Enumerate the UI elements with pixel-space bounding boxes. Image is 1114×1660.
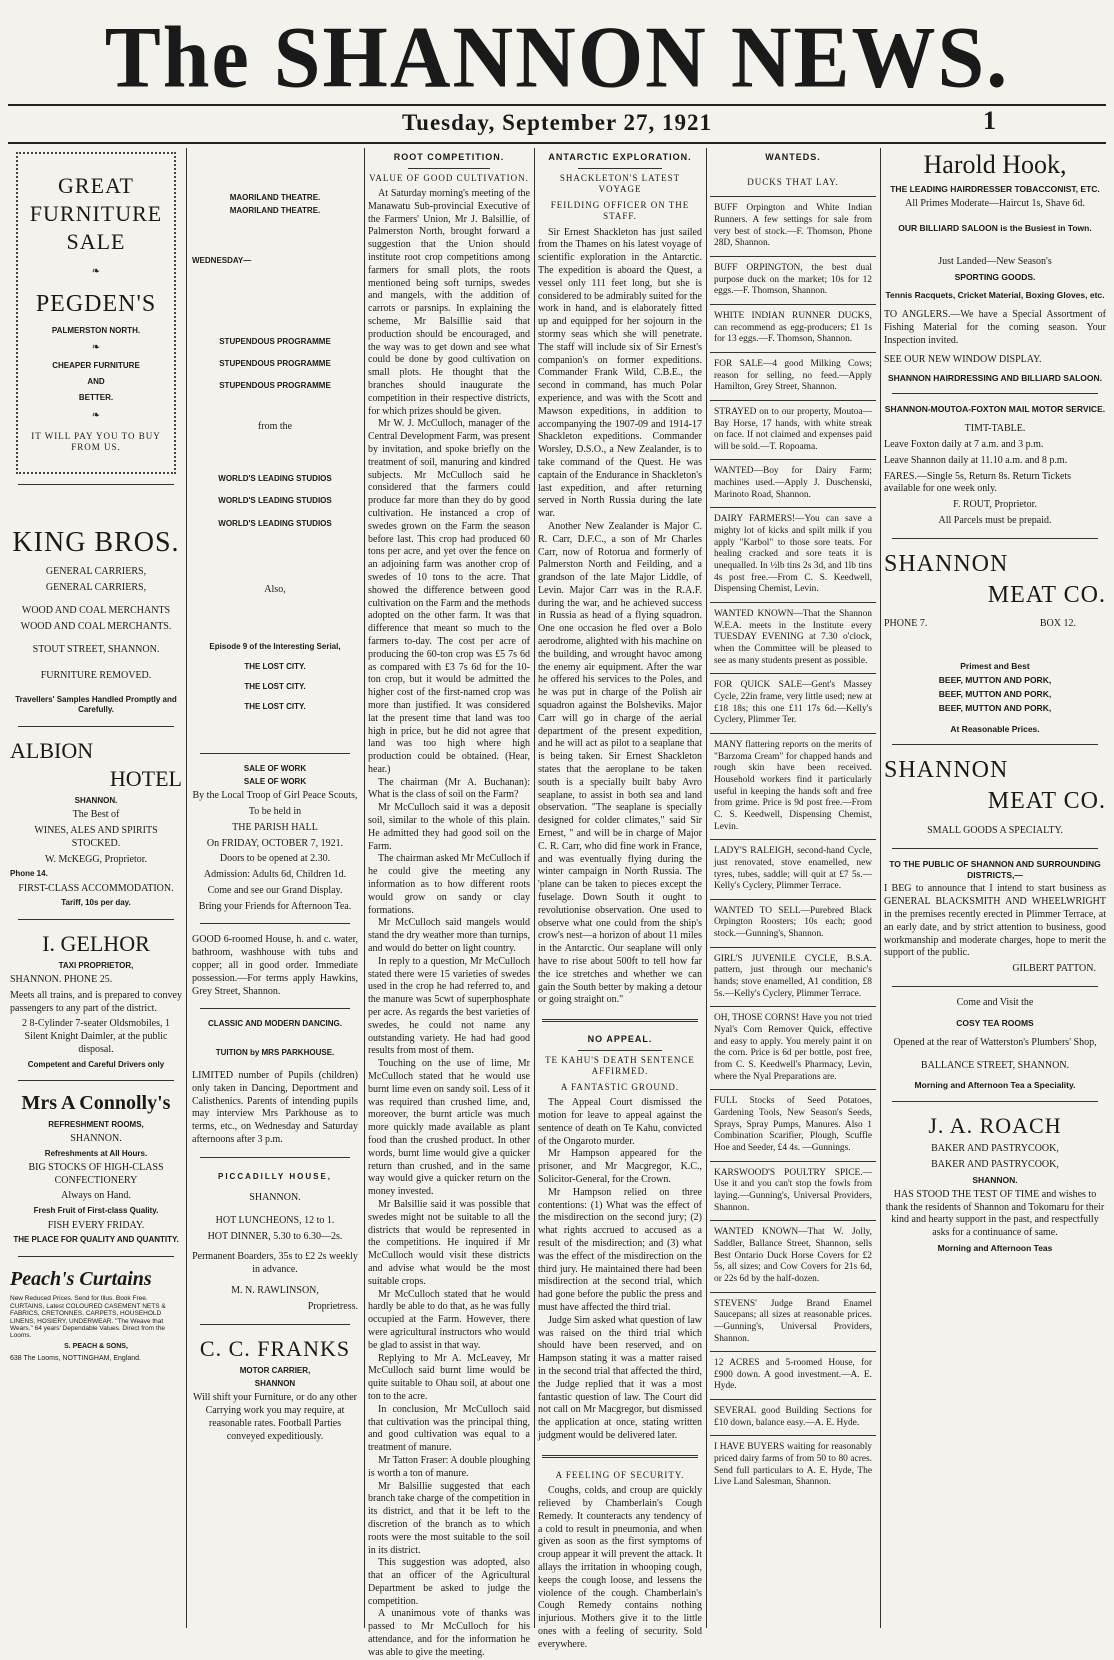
ad-line: STUPENDOUS PROGRAMME — [219, 358, 331, 368]
ad-line: Opened at the rear of Watterston's Plumbers' Shop, — [893, 1036, 1097, 1048]
ad-line: REFRESHMENT ROOMS, — [48, 1119, 144, 1129]
ad-line: FURNITURE — [29, 201, 163, 227]
article-paragraph: In conclusion, Mr McCulloch said that cultivation was the principal thing, and good cultivation was equal to a treatment of manure. — [368, 1403, 530, 1454]
column-2 — [192, 148, 358, 1628]
ad-line: WINES, ALES AND SPIRITS STOCKED. — [34, 824, 158, 849]
ad-line: SHANNON — [254, 1378, 296, 1388]
newspaper-title: The SHANNON NEWS. — [104, 8, 1010, 107]
ornament-icon: ❧ — [91, 409, 101, 421]
ad-line: CHEAPER FURNITURE — [52, 361, 140, 371]
ad-line: SHANNON. — [972, 1174, 1018, 1185]
ad-line: TAXI PROPRIETOR, — [58, 960, 134, 970]
article-paragraph: Mr Balsillie said it was possible that swedes might not be suitable to all the districts that would be represented in the competitions. He inquired if Mr McCulloch would visit these districts and advise what would be the most suitable crops. — [368, 1198, 530, 1287]
ad-line: THE LOST CITY. — [244, 661, 306, 671]
article-subheading: TE KAHU'S DEATH SENTENCE AFFIRMED. — [545, 1054, 695, 1077]
article-headline: ANTARCTIC EXPLORATION. — [548, 152, 692, 162]
ad-line: WORLD'S LEADING STUDIOS — [218, 496, 332, 506]
article-paragraph: Touching on the use of lime, Mr McCulloch stated that he would use burnt lime even on sandy soil. Less of it was required than crushed lime, and, moreover, the burnt article was much more quickly made available as plant food than the crushed product. In other words, burnt lime would give a quicker return than crushed, and in the same way would give a quicker return on the money invested. — [368, 1058, 530, 1198]
ad-line: PALMERSTON NORTH. — [51, 325, 141, 335]
classified-ad: OH, THOSE CORNS! Have you not tried Nyal's Corn Remover Quick, effective and easy to apply. You merely paint it on the corn. Price is 6d per bottle, post free, from C. S. Keedwell's Pharmacy, Levin, where the Nyal Preparations are. — [710, 1006, 876, 1089]
classified-ad: LADY'S RALEIGH, second-hand Cycle, just renovated, stove enamelled, new tyres, tubes, saddle; will quit at £7 5s.—Kelly's Cyclery, Plimmer Terrace. — [710, 839, 876, 899]
ad-line: Just Landed—New Season's — [938, 255, 1052, 267]
article-paragraph: A unanimous vote of thanks was passed to Mr McCulloch for his attendance, and for the information he was able to give the meeting. — [368, 1608, 530, 1658]
article-paragraph: Coughs, colds, and croup are quickly relieved by Chamberlain's Cough Remedy. It counteracts any tendency of a cold to result in pneumonia, and when given as soon as the first symptoms of croup appear it will prevent the attack. It allays the irritation in whooping cough, keeps the cough loose, and lessens the violence of the cough. Chamberlain's Cough Remedy contains nothing injurious. Mothers give it to the little ones with a feeling of security. Sold everywhere. — [538, 1485, 702, 1650]
piccadilly-ad — [192, 1172, 358, 1314]
ad-line: Proprietress. — [307, 1300, 358, 1312]
ad-line: Permanent Boarders, 35s to £2 2s weekly in advance. — [192, 1251, 358, 1276]
ad-line: THE LOST CITY. — [244, 682, 306, 692]
king-bros-ad — [10, 525, 182, 716]
ad-line: FIRST-CLASS ACCOMMODATION. — [18, 882, 174, 894]
ad-line: LIMITED number of Pupils (children) only taken in Dancing, Deportment and Calisthenics. Parents of intending pupils may interview Mrs Parkhouse as to terms, etc., on Wednesday and Saturday afternoons after 3 p.m. — [192, 1069, 358, 1145]
ad-line: Always on Hand. — [61, 1190, 131, 1202]
article-body — [538, 1485, 702, 1651]
ad-line: PHONE 7. — [884, 618, 928, 630]
ad-line: STOUT STREET, SHANNON. — [32, 643, 160, 655]
classified-ad: WANTED TO SELL—Purebred Black Orpington Roosters; 10s each; good stock.—Gunning's, Shannon. — [710, 899, 876, 947]
classified-ad: BUFF Orpington and White Indian Runners. A few settings for sale from very best of stock.—F. Thomson, Phone 28D, Shannon. — [710, 196, 876, 256]
ad-line: TIMT-TABLE. — [964, 423, 1026, 435]
ad-title: MEAT CO. — [987, 788, 1106, 815]
article-paragraph: The chairman (Mr A. Buchanan): What is the class of soil on the Farm? — [368, 776, 530, 801]
divider — [200, 1324, 350, 1325]
ad-line: BETTER. — [78, 393, 114, 403]
classified-ad: GIRL'S JUVENILE CYCLE, B.S.A. pattern, just through our mechanic's hands; stove enamelled, A1 condition, £8 5s.—Kelly's Cyclery, Plimmer Terrace. — [710, 947, 876, 1007]
ad-title: MEAT CO. — [987, 581, 1106, 608]
pegden-ad — [16, 152, 176, 474]
column-1 — [10, 148, 182, 1628]
classified-ad: STRAYED on to our property, Moutoa—Bay Horse, 17 hands, with white streak on face. If not claimed and expenses paid will be sold.—T. Ropoama. — [710, 400, 876, 460]
divider — [892, 538, 1098, 539]
divider — [542, 1019, 698, 1022]
divider — [892, 986, 1098, 987]
ad-line: S. PEACH & SONS, — [64, 1342, 128, 1350]
article-paragraph: Mr Hampson appeared for the prisoner, and Mr Macgregor, K.C., Solicitor-General, for the Crown. — [538, 1148, 702, 1186]
ad-line: WOOD AND COAL MERCHANTS. — [20, 620, 172, 632]
ad-line: Primest and Best — [960, 661, 1030, 672]
ad-title: Mrs A Connolly's — [21, 1092, 171, 1115]
dateline-rule — [8, 142, 1106, 144]
column-6 — [884, 148, 1106, 1628]
ad-title: Harold Hook, — [923, 150, 1067, 179]
article-subheading: A FANTASTIC GROUND. — [560, 1081, 680, 1092]
ad-line: BALLANCE STREET, SHANNON. — [920, 1059, 1070, 1071]
divider — [200, 923, 350, 924]
mail-service-ad — [884, 404, 1106, 527]
classified-ad: DAIRY FARMERS!—You can save a mighty lot of kicks and spilt milk if you apply "Karbol" to those sore teats. For healing cracked and sore teats it is unequalled. In ½lb tins 2s 3d, and 1lb tins 4s post free.—From C. S. Keedwell, Dispensing Chemist, Levin. — [710, 507, 876, 602]
ad-line: Travellers' Samples Handled Promptly and Carefully. — [15, 695, 177, 715]
article-paragraph: Mr McCulloch said mangels would stand the dry weather more than turnips, and would do better on light country. — [368, 917, 530, 955]
ad-line: MAORILAND THEATRE. — [229, 193, 321, 202]
masthead — [0, 8, 1114, 108]
classified-ad: FOR QUICK SALE—Gent's Massey Cycle, 22in frame, very little used; new at £18 18s; this one £11 17s 6d.—Kelly's Cyclery, Plimmer Ter. — [710, 673, 876, 733]
article-body — [368, 188, 530, 1660]
ad-line: COSY TEA ROOMS — [956, 1017, 1034, 1028]
divider — [18, 1080, 174, 1081]
article-paragraph: Mr McCulloch stated that he would hardly be able to do that, as he was fully occupied at the Farm. However, there were agricultural instructors who would be glad to assist in that way. — [368, 1288, 530, 1351]
ad-line: STUPENDOUS PROGRAMME — [219, 381, 331, 391]
ad-line: AND — [87, 377, 105, 387]
ad-line: MAORILAND THEATRE. — [229, 206, 321, 216]
franks-ad — [192, 1335, 358, 1444]
article-paragraph: Another New Zealander is Major C. R. Carr, D.F.C., a son of Mr Charles Carr, now of Rotorua and formerly of Palmerston North and Feilding, and a grandson of the late Major Liddle, of Levin. Major Carr was in the R.A.F. during the war, and he achieved success in Russia as head of a flying squadron. One one occasion he fled over a Bolo aerodrome, alighted with his machine on the building, and wrought havoc among the enemy air equipment. After the war he offered his services to the Poles, and he was put in charge of the Polish air squadron against the Bolsheviks. Major Carr will go in charge of the aerial department of the present expedition, and he will act as pilot to a seaplane that is being taken. Sir Ernest Shackleton states that the aeroplane to be taken south is a specially built baby Avro seaplane, to assist in both sea and land observation. "The seaplane is specially designed for colder climates," said Sir Ernest, " and will be in charge of Major C. R. Carr, who did fine work in France, and was eventually flying during the winter campaign in North Russia. The 'plane can be taken to pieces except the fuselage. Down South it ought to revolutionise observation. One used to observe what one could from the ship's crow's nest—a horizon of about 11 miles in the Antarctic. Our seaplane will only have to rise about 500ft to tell how far the ice stretches and whether we can gain the South better by making a detour or going straight on." — [538, 520, 702, 1006]
article-paragraph: Mr Balsillie suggested that each branch take charge of the competition in its district, and that it be left to the discretion of the branch as to which roots were the most suitable to the soil in its district. — [368, 1480, 530, 1556]
ad-line: SALE OF WORK — [243, 763, 307, 773]
divider — [18, 726, 174, 727]
classified-ad: WANTED KNOWN—That W. Jolly, Saddler, Ballance Street, Shannon, sells Best Ontario Duck Horse Covers for £2 5s, all sizes; and Cow Covers for 21s 6d, or 22s 6d by the half-dozen. — [710, 1220, 876, 1291]
ad-line: Also, — [264, 583, 286, 595]
column-5 — [710, 148, 876, 1628]
harold-hook-ad — [884, 148, 1106, 383]
ad-line: SHANNON. — [74, 795, 118, 805]
article-paragraph: The Appeal Court dismissed the motion for leave to appeal against the sentence of death on Te Kahu, convicted of the Ongaroto murder. — [538, 1097, 702, 1147]
meat-co-ad-2 — [884, 755, 1106, 837]
article-paragraph: This suggestion was adopted, also that an officer of the Agricultural Department be asked to judge the competition. — [368, 1557, 530, 1607]
column-4 — [538, 148, 702, 1650]
page-number: 1 — [983, 106, 996, 135]
ad-line: HOT DINNER, 5.30 to 6.30—2s. — [207, 1230, 343, 1242]
ad-line: WORLD'S LEADING STUDIOS — [218, 518, 332, 528]
column-rule — [880, 148, 881, 1628]
classified-ad: SEVERAL good Building Sections for £10 down, balance easy.—A. E. Hyde. — [710, 1399, 876, 1435]
ad-line: WOOD AND COAL MERCHANTS — [21, 604, 171, 616]
article-headline: ROOT COMPETITION. — [393, 152, 505, 162]
ad-line: WORLD'S LEADING STUDIOS — [218, 474, 332, 484]
ad-line: Come and Visit the — [956, 997, 1034, 1009]
ad-line: BAKER AND PASTRYCOOK, — [931, 1159, 1059, 1171]
ad-line: Tennis Racquets, Cricket Material, Boxing Gloves, etc. — [885, 290, 1105, 301]
classified-ad: I HAVE BUYERS waiting for reasonably priced dairy farms of from 50 to 80 acres. Send full particulars to A. E. Hyde, The Live Land Salesman, Shannon. — [710, 1435, 876, 1495]
ad-line: BAKER AND PASTRYCOOK, — [931, 1143, 1059, 1155]
divider — [18, 1256, 174, 1257]
article-paragraph: Mr Tatton Fraser: A double ploughing is worth a ton of manure. — [368, 1454, 530, 1479]
ad-title: PEGDEN'S — [35, 291, 157, 318]
masthead-rule — [8, 104, 1106, 106]
section-headline: WANTEDS. — [765, 152, 821, 162]
ad-line: F. ROUT, Proprietor. — [953, 499, 1037, 511]
ad-line: MOTOR CARRIER, — [239, 1365, 311, 1375]
ad-line: GENERAL CARRIERS, — [45, 566, 147, 578]
ad-line: THE LEADING HAIRDRESSER TOBACCONIST, ETC. — [890, 184, 1100, 195]
ad-title: SHANNON — [884, 757, 1009, 784]
ad-line: To be held in — [248, 805, 302, 817]
ad-title: ALBION — [10, 737, 94, 763]
ad-line: WEDNESDAY— — [192, 256, 252, 266]
ad-title: Peach's Curtains — [10, 1267, 152, 1290]
column-rule — [706, 148, 707, 1628]
divider — [892, 744, 1098, 745]
ad-line: By the Local Troop of Girl Peace Scouts, — [192, 790, 358, 802]
ad-line: HAS STOOD THE TEST OF TIME and wishes to thank the residents of Shannon and Tokomaru for their kind and hearty support in the past, and respectfully asks for a continuance of same. — [885, 1188, 1105, 1239]
ad-line: M. N. RAWLINSON, — [231, 1284, 319, 1296]
ad-line: The Best of — [72, 809, 120, 821]
section-subheading: DUCKS THAT LAY. — [747, 177, 839, 188]
ad-line: On FRIDAY, OCTOBER 7, 1921. — [206, 837, 344, 849]
divider — [18, 484, 174, 485]
ad-title: C. C. FRANKS — [199, 1335, 351, 1361]
meat-co-ad-1 — [884, 549, 1106, 735]
ornament-icon: ❧ — [91, 342, 101, 354]
ad-line: SPORTING GOODS. — [954, 271, 1036, 282]
divider — [408, 168, 490, 169]
article-body — [538, 227, 702, 1008]
ad-line: All Parcels must be prepaid. — [938, 515, 1052, 527]
article-paragraph: The chairman asked Mr McCulloch if he could give the meeting any information as to how different roots would grow on sandy or clay formations. — [368, 853, 530, 916]
divider — [18, 919, 174, 920]
ad-line: Refreshments at All Hours. — [44, 1148, 148, 1158]
ad-line: BEEF, MUTTON AND PORK, — [938, 702, 1052, 713]
classified-ad: 12 ACRES and 5-roomed House, for £900 down. A good investment.—A. E. Hyde. — [710, 1351, 876, 1399]
ad-line: BEEF, MUTTON AND PORK, — [938, 674, 1052, 685]
divider — [200, 1008, 350, 1009]
divider — [892, 1101, 1098, 1102]
classified-ad: MANY flattering reports on the merits of "Barzoma Cream" for chapped hands and rough skin have been received. Household workers find it particularly useful in keeping the hands soft and free from grime. Price is 9d post free.—From C. S. Keedwell, Dispensing Chemist, Levin. — [710, 733, 876, 839]
ad-line: CLASSIC AND MODERN DANCING. — [208, 1019, 342, 1029]
article-body — [538, 1097, 702, 1443]
ad-line: Competent and Careful Drivers only — [27, 1059, 165, 1069]
theatre-ad — [192, 193, 358, 713]
gelhor-taxi-ad — [10, 930, 182, 1070]
ad-line: GENERAL CARRIERS, — [45, 582, 147, 594]
article-paragraph: Judge Sim asked what question of law was raised on the third trial which should have been reserved, and on Hampson stating it was a matter raised in the second trial that affected the third, the Judge replied that it was a most fantastic question of law. The Court did not call on Mr Macgregor, but dismissed the application at once, stating written judgment would be delivered later. — [538, 1314, 702, 1441]
divider — [578, 1050, 662, 1051]
ad-line: THE LOST CITY. — [244, 702, 306, 712]
ad-title: KING BROS. — [12, 526, 180, 558]
albion-hotel-ad — [10, 737, 182, 909]
article-headline: NO APPEAL. — [587, 1034, 653, 1045]
ad-line: SHANNON. — [70, 1132, 122, 1144]
ad-line: 638 The Looms, NOTTINGHAM, England. — [10, 1354, 141, 1362]
ad-line: SALE OF WORK — [243, 776, 307, 786]
divider — [892, 848, 1098, 849]
ad-line: from the — [257, 421, 293, 433]
connolly-ad — [10, 1091, 182, 1246]
ad-line: Morning and Afternoon Teas — [937, 1243, 1053, 1253]
classified-ad: WANTED—Boy for Dairy Farm; machines used.—Apply J. Duschenski, Marinoto Road, Shannon. — [710, 459, 876, 507]
ad-line: SMALL GOODS A SPECIALTY. — [927, 824, 1063, 836]
ad-title: J. A. ROACH — [928, 1113, 1062, 1139]
ad-line: Bring your Friends for Afternoon Tea. — [198, 900, 352, 912]
article-paragraph: At Saturday morning's meeting of the Manawatu Sub-provincial Executive of the Farmers' Union, Mr J. Balsillie, of Palmerston North, brought forward a suggestion that the Union should institute root crop competitions among farmers for small plots, the roots mentioned being soft turnips, swedes and mangels, with the addition of carrots or parsnips. In explaining the scheme, Mr Balsillie said that production should be encouraged, and the way was to get down and see what could be done by good cultivation on small plots. He thought that the branches should inaugurate the competition in their respective districts, for which prizes should be given. — [368, 188, 530, 417]
ad-line: SALE — [66, 229, 126, 255]
divider — [542, 1455, 698, 1458]
classified-ad: FOR SALE—4 good Milking Cows; reason for selling, no feed.—Apply Hamilton, Grey Street, Shannon. — [710, 352, 876, 400]
ad-line: THE PLACE FOR QUALITY AND QUANTITY. — [13, 1235, 179, 1245]
divider — [578, 168, 662, 169]
peach-curtains-ad — [10, 1267, 182, 1364]
ad-line: TO ANGLERS.—We have a Special Assortment of Fishing Material for the coming season. Your Inspection invited. — [884, 309, 1106, 346]
article-subheading: FEILDING OFFICER ON THE STAFF. — [550, 199, 690, 222]
ad-line: GILBERT PATTON. — [1012, 963, 1096, 975]
dateline: Tuesday, September 27, 1921 — [401, 110, 713, 135]
ad-line: PICCADILLY HOUSE, — [217, 1171, 332, 1181]
ad-title: SHANNON — [884, 550, 1009, 577]
ad-line: At Reasonable Prices. — [950, 723, 1040, 734]
classified-list — [710, 196, 876, 1495]
ad-line: Doors to be opened at 2.30. — [219, 853, 331, 865]
column-rule — [364, 148, 365, 1628]
ad-line: SHANNON HAIRDRESSING AND BILLIARD SALOON. — [887, 372, 1103, 383]
divider — [200, 1157, 350, 1158]
article-paragraph: Mr McCulloch said it was a deposit soil, similar to the whole of this plain. He admitted they had good soil on the Farm. — [368, 802, 530, 852]
classified-ad: KARSWOOD'S POULTRY SPICE.—Use it and you can't stop the fowls from laying.—Gunning's, Universal Providers, Shannon. — [710, 1161, 876, 1221]
column-rule — [534, 148, 535, 1628]
article-paragraph: Replying to Mr A. McLeavey, Mr McCulloch said burnt lime would be quite suitable to Ohau soil, at about one ton to the acre. — [368, 1352, 530, 1402]
article-subheading: VALUE OF GOOD CULTIVATION. — [369, 172, 529, 183]
ad-line: Leave Shannon daily at 11.10 a.m. and 8 p.m. — [884, 454, 1068, 466]
ad-line: 2 8-Cylinder 7-seater Oldsmobiles, 1 Silent Knight Daimler, at the public disposal. — [21, 1018, 171, 1055]
ad-line: I BEG to announce that I intend to start business as GENERAL BLACKSMITH AND WHEELWRIGHT in the premises recently erected in Plimmer Terrace, at an early date, and by strict attention to business, good workmanship and moderate charges, hope to merit the support of the public. — [884, 883, 1106, 959]
ad-line: STUPENDOUS PROGRAMME — [219, 336, 331, 346]
ad-line: Morning and Afternoon Tea a Speciality. — [914, 1080, 1076, 1091]
divider — [892, 393, 1098, 394]
ad-line: All Primes Moderate—Haircut 1s, Shave 6d. — [905, 198, 1085, 210]
patton-ad — [884, 859, 1106, 976]
ad-line: Fresh Fruit of First-class Quality. — [33, 1206, 159, 1216]
ad-line: SEE OUR NEW WINDOW DISPLAY. — [884, 353, 1042, 365]
ad-line: BOX 12. — [1039, 618, 1076, 630]
ad-line: BEEF, MUTTON AND PORK, — [938, 688, 1052, 699]
article-headline: A FEELING OF SECURITY. — [555, 1469, 685, 1480]
ad-line: GREAT — [58, 173, 134, 198]
article-paragraph: Sir Ernest Shackleton has just sailed from the Thames on his latest voyage of scientific exploration in the Antarctic. The expedition is aboard the Quest, a vessel only 111 feet long, but she is considered to be admirably suited for the work in hand, and is elaborately fitted up and equipped for her sojourn in the stormy seas which she will penetrate. The staff will include six of Sir Ernest's companion's on former expeditions. Commander Frank Wild, C.B.E., the second in command, has much Polar experience, and was with the Scott and Mawson expeditions, in addition to accompanying the 1907-09 and 1914-17 Shackleton expeditions. Commander Worsley, D.S.O., a New Zealander, is to take command of the Quest. He was captain of the Endurance in Shackleton's last expedition, and after returning served in North Russia during the late war. — [538, 226, 702, 520]
ad-line: TUITION by MRS PARKHOUSE. — [215, 1047, 335, 1057]
ad-line: New Reduced Prices. Send for Illus. Book Free. CURTAINS, Latest COLOURED CASEMENT NETS & FABRICS, CRETONNES, CARPETS, HOUSEHOLD LINENS, HOSIERY, UNDERWEAR. "The Weave that Wears." 64 years' Dependable Values. Direct from the Looms. — [10, 1295, 166, 1340]
ad-title: HOTEL — [109, 765, 182, 791]
dancing-ad — [192, 1019, 358, 1146]
ad-line: HOT LUNCHEONS, 12 to 1. — [215, 1214, 335, 1226]
classified-ad: BUFF ORPINGTON, the best dual purpose duck on the market; 10s for 12 eggs.—F. Thomson, Shannon. — [710, 256, 876, 304]
ad-line: Admission: Adults 6d, Children 1d. — [203, 869, 347, 881]
divider — [200, 753, 350, 754]
ad-line: Phone 14. — [10, 869, 48, 879]
ad-line: Episode 9 of the Interesting Serial, — [209, 641, 341, 651]
article-paragraph: In reply to a question, Mr McCulloch stated there were 15 varieties of swedes used in the crop he had referred to, and the manure was 5cwt of superphosphate per acre. As regards the best varieties of swedes, he could not name any outstanding variety. He had had good results from most of them. — [368, 955, 530, 1057]
column-rule — [186, 148, 187, 1628]
ad-line: OUR BILLIARD SALOON is the Busiest in Town. — [898, 222, 1092, 233]
ad-title: I. GELHOR — [42, 930, 150, 956]
roach-ad — [884, 1112, 1106, 1254]
article-paragraph: Mr W. J. McCulloch, manager of the Central Development Farm, was present by invitation, and spoke briefly on the treatment of soil, manuring and kindred subjects. Mr McCulloch said he considered that the farmers could produce far more than they do by good cultivation. He instanced a crop of swedes grown on the Farm the season before last. This crop had produced 60 tons per acre, and yet over the fence on an adjoining farm was another crop of swedes of 10 tons to the acre. That showed the difference between good cultivation on the Farm and the methods adopted on the other farm. It was that difference that meant so much to the farmers to-day. The cost per acre of producing the 60-ton crop was £5 7s 6d as compared with £3 7s 6d for the 10-ton crop, but it would be admitted the higher cost of the first-named crop was more than justified. It was considered lat the present time that land was too high in price, but he did not agree that land was too high where high production could be obtained. (Hear, hear.) — [368, 418, 530, 775]
ad-line: THE PARISH HALL — [232, 821, 318, 833]
ad-line: SHANNON. — [249, 1191, 301, 1203]
classified-ad: FULL Stocks of Seed Potatoes, Gardening Tools, New Season's Seeds, Sprays, Spray Pumps, Manures. Also 1 Combination Scarifier, Plough, Scuffle Hoe and Seeder, £4 4s. —Gunnings. — [710, 1089, 876, 1160]
ad-line: IT WILL PAY YOU TO BUY FROM US. — [31, 430, 161, 453]
classified-ad: WANTED KNOWN—That the Shannon W.E.A. meets in the Institute every TUESDAY EVENING at 7.30 o'clock, when the Committee will be pleased to see as many students present as possible. — [710, 602, 876, 673]
classified-ad: STEVENS' Judge Brand Enamel Saucepans; all sizes at reasonable prices.—Gunning's, Universal Providers, Shannon. — [710, 1292, 876, 1352]
ad-line: Will shift your Furniture, or do any other Carrying work you may require, at reasonable rates. Football Parties conveyed expeditiously. — [192, 1392, 357, 1442]
ad-line: SHANNON. PHONE 25. — [10, 974, 113, 986]
classified-ad: WHITE INDIAN RUNNER DUCKS, can recommend as egg-producers; £1 1s for 13 eggs.—F. Thomson, Shannon. — [710, 304, 876, 352]
ad-line: TO THE PUBLIC OF SHANNON AND SURROUNDING DISTRICTS,— — [889, 858, 1101, 880]
ornament-icon: ❧ — [91, 266, 101, 278]
article-paragraph: Mr Hampson relied on three contentions: (1) What was the effect of the misdirection on the second jury; (2) what rights accrued to accused as a result of the misdirection; and (3) what was the effect of the misdirection on the third jury. He maintained there had been misdirection at the second trial, which had gone before the public the press and must have affected the third trial. — [538, 1186, 702, 1313]
ad-line: BIG STOCKS OF HIGH-CLASS CONFECTIONERY — [28, 1161, 164, 1186]
ad-line: Tariff, 10s per day. — [61, 898, 131, 908]
ad-line: FISH EVERY FRIDAY. — [47, 1219, 145, 1231]
tea-rooms-ad — [884, 997, 1106, 1091]
article-subheading: SHACKLETON'S LATEST VOYAGE — [559, 172, 681, 195]
ad-line: Come and see our Grand Display. — [207, 884, 343, 896]
ad-line: Meets all trains, and is prepared to convey passengers to any part of the district. — [10, 989, 182, 1014]
ad-line: SHANNON-MOUTOA-FOXTON MAIL MOTOR SERVICE. — [884, 404, 1106, 415]
column-3 — [368, 148, 530, 1658]
ad-line: Leave Foxton daily at 7 a.m. and 3 p.m. — [884, 439, 1044, 451]
ad-line: W. McKEGG, Proprietor. — [44, 853, 148, 865]
ad-line: FARES.—Single 5s, Return 8s. Return Tickets available for one week only. — [884, 470, 1072, 495]
ad-line: FURNITURE REMOVED. — [40, 670, 152, 682]
house-ad: GOOD 6-roomed House, h. and c. water, bathroom, washhouse with tubs and copper; all in good order. Immediate possession.—For terms apply Hawkins, Grey Street, Shannon. — [192, 934, 358, 997]
sale-of-work-ad — [192, 764, 358, 914]
